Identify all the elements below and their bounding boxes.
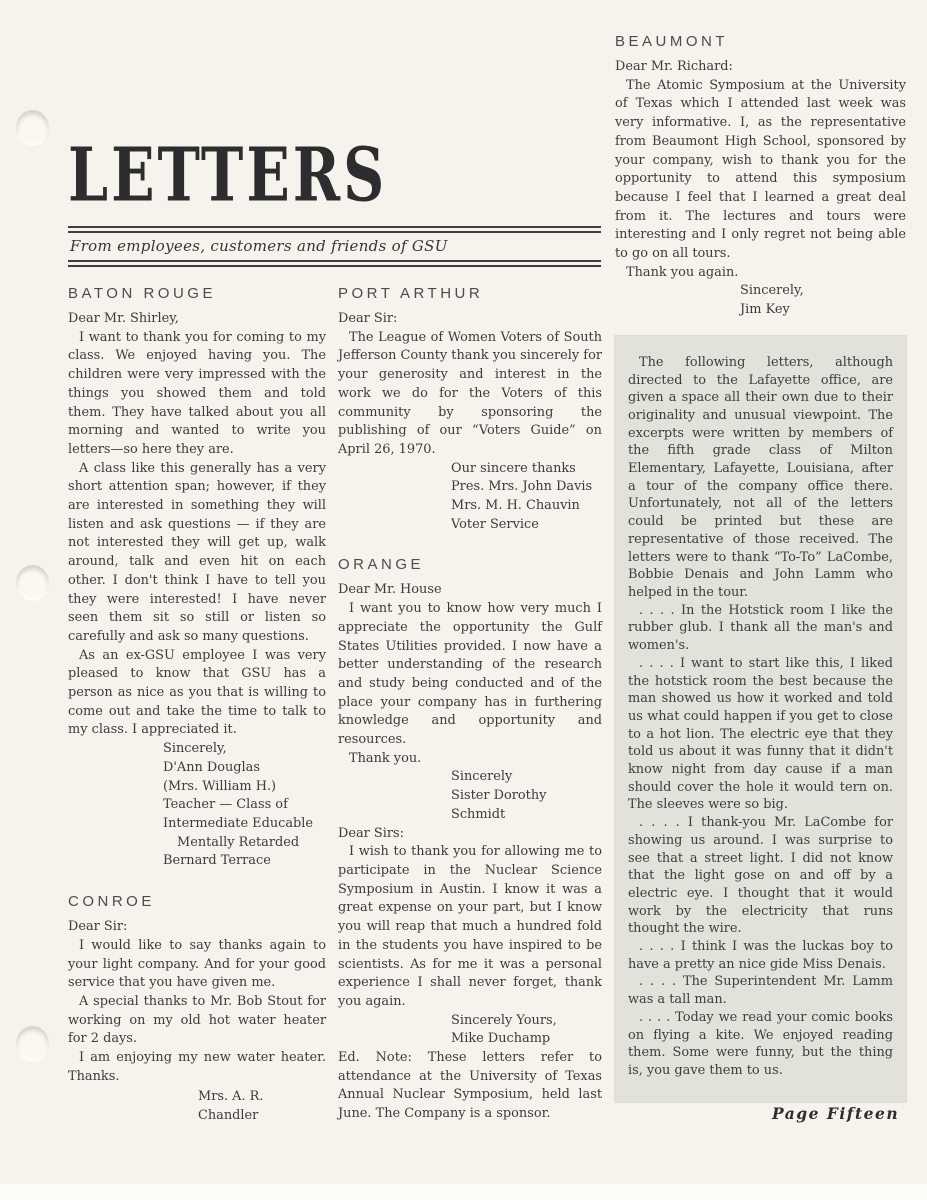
letter-paragraph: The Atomic Symposium at the University of Texas which I attended last week was very informative. I, as the representative from Beaumont High School, sponsored by your company, wish to thank you for the opportunity to attend this symposium because I feel that I learned a great deal from it. The lectures and tours were interesting and I only regret not being able to go on all tours. [615,77,906,262]
letter-paragraph: A special thanks to Mr. Bob Stout for working on my old hot water heater for 2 days. [68,993,326,1047]
letter-paragraph: I would like to say thanks again to your light company. And for your good service that you have given me. [68,937,326,991]
box-paragraph: . . . . I think I was the luckas boy to have a pretty an nice gide Miss Denais. [628,939,893,972]
signature-line: (Mrs. William H.) [163,778,277,794]
column-middle [338,285,602,1124]
letter-paragraph: I am enjoying my new water heater. Thanks. [68,1050,326,1084]
signature-line: Sincerely Yours, [451,1012,557,1028]
signature-block [451,460,602,535]
signature-block [163,740,326,871]
letter-heading-beaumont: BEAUMONT [615,33,729,50]
letter-port-arthur [338,285,602,534]
signature-line: Sincerely, [740,283,804,299]
masthead-rule-bottom [68,260,601,267]
column-left [68,285,326,1126]
signature-line: Pres. Mrs. John Davis [451,479,593,495]
letter-paragraph: I want to thank you for coming to my class. We enjoyed having you. The children were very impressed with the things you showed them and told them. They have talked about you all morning and wanted to write you letters—so here they are. [68,329,326,457]
signature-line: Teacher — Class of [163,797,288,813]
signature-line: Intermediate Educable [163,815,314,831]
letter-paragraph: I wish to thank you for allowing me to participate in the Nuclear Science Symposium in Austin. I know it was a great expense on your part, but I know you will reap that much a hundred fold in the students you have inspired to be scientists. As for me it was a personal experience I shall never forget, thank you again. [338,844,602,1009]
signature-line: Mrs. A. R. Chandler [198,1089,264,1124]
salutation: Dear Mr. House [338,582,442,598]
box-paragraph: The following letters, although directed to the Lafayette office, are given a space all their own due to their originality and unusual viewpoint. The excerpts were written by members of the fifth grade class of Milton Elementary, Lafayette, Louisiana, after a tour of the company office there. Unfortunately, not all of the letters could be printed but these are representative of those received. The letters were to thank “To-To” LaCombe, Bobbie Denais and John Lamm who helped in the tour. [628,354,893,600]
signature-line: D'Ann Douglas [163,759,260,775]
letter-baton-rouge [68,285,326,871]
letter-heading-orange: ORANGE [338,556,425,574]
signature-line: Sister Dorothy Schmidt [451,788,547,822]
column-right [615,33,906,1102]
salutation: Dear Mr. Richard: [615,59,733,74]
signature-line: Sincerely, [163,741,227,757]
letter-heading-baton-rouge: BATON ROUGE [68,285,216,302]
salutation: Dear Mr. Shirley, [68,311,179,326]
box-paragraph: . . . . I want to start like this, I liked the hotstick room the best because the man showed us how it worked and told us what could happen if you get to close to a hot lion. The electric eye that they told us about it was funny that it didn't know night from day cause if a man should cover the hole it would tern on. The sleeves were so big. [628,655,893,813]
letter-heading-conroe: CONROE [68,893,155,911]
salutation: Dear Sir: [68,919,128,935]
box-paragraph: . . . . The Superintendent Mr. Lamm was a tall man. [628,974,893,1008]
letter-orange [338,556,602,1123]
salutation: Dear Sir: [338,311,398,326]
punch-hole-bottom [16,1026,49,1062]
signature-line: Our sincere thanks [451,460,576,476]
box-paragraph: . . . . Today we read your comic books on flying a kite. We enjoyed reading them. Some were funny, but the thing is, you gave them to us. [628,1009,893,1078]
editor-note: Ed. Note: These letters refer to attendance at the University of Texas Annual Nuclear Symposium, held last June. The Company is a sponsor. [338,1050,602,1122]
lafayette-excerpts-box [615,336,906,1102]
signature-block [451,768,602,824]
punch-hole-middle [16,565,49,601]
signature-line: Voter Service [451,516,539,532]
punch-hole-top [16,110,49,146]
signature-block [198,1088,326,1125]
letter-heading-port-arthur: PORT ARTHUR [338,285,484,302]
masthead-title: LETTERS [68,131,388,219]
scan-edge [0,1184,927,1200]
letter-beaumont [615,33,906,320]
masthead [68,131,601,267]
signature-line: Mike Duchamp [451,1031,551,1047]
letter-paragraph: Thank you again. [626,264,739,280]
letter-conroe [68,893,326,1126]
signature-line: Bernard Terrace [163,853,271,869]
letter-paragraph: As an ex-GSU employee I was very pleased to know that GSU has a person as nice as you that is willing to come out and take the time to talk to my class. I appreciated it. [68,647,326,738]
signature-line: Sincerely [451,769,513,785]
letter-paragraph: A class like this generally has a very short attention span; however, if they are interested in something they will listen and ask questions — if they are not interested they will get up, walk around, talk and even hit on each other. I don't think I have to tell you they were interested! I have never seen them sit so still or listen so carefully and ask so many questions. [68,460,326,644]
signature-line: Mrs. M. H. Chauvin [451,498,580,514]
signature-line: Mentally Retarded [177,834,300,850]
salutation: Dear Sirs: [338,825,404,841]
box-paragraph: . . . . In the Hotstick room I like the rubber glub. I thank all the man's and women's. [628,602,893,654]
letter-paragraph: I want you to know how very much I appreciate the opportunity the Gulf States Utilities provided. I now have a better understanding of the research and study being conducted and of the place your company has in furthering knowledge and opportunity and resources. [338,601,602,748]
masthead-subtitle: From employees, customers and friends of GSU [70,237,448,255]
signature-block [740,282,906,319]
box-paragraph: . . . . I thank-you Mr. LaCombe for showing us around. I was surprise to see that a street light. I did not know that the light gose on and off by a electric eye. I thought that it would work by the electricity that runs thought the wire. [628,815,893,937]
letter-paragraph: Thank you. [349,750,422,766]
signature-block [451,1012,602,1049]
signature-line: Jim Key [740,302,790,318]
letter-paragraph: The League of Women Voters of South Jefferson County thank you sincerely for your generosity and interest in the work we do for the Voters of this community by sponsoring the publishing of our “Voters Guide” on April 26, 1970. [338,329,603,457]
page-number: Page Fifteen [772,1104,900,1123]
